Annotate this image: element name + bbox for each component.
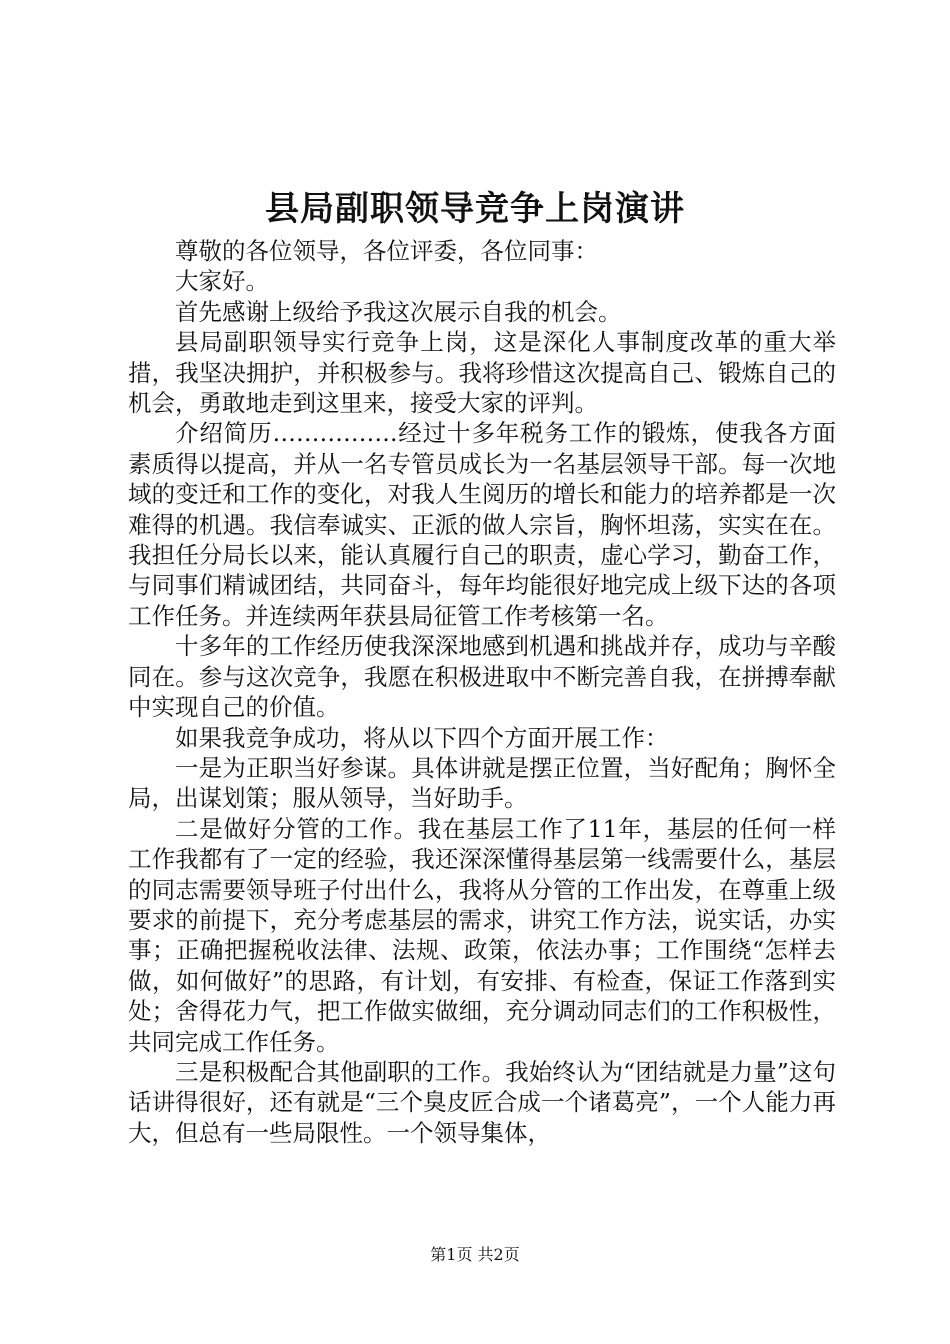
- paragraph-resume: 介绍简历…………….经过十多年税务工作的锻炼，使我各方面素质得以提高，并从一名专管员成长为一名基层领导干部。每一次地域的变迁和工作的变化，对我人生阅历的增长和能力的培养都是一次难得的机遇。我信奉诚实、正派的做人宗旨，胸怀坦荡，实实在在。我担任分局长以来，能认真履行自己的职责，虚心学习，勤奋工作，与同事们精诚团结，共同奋斗，每年均能很好地完成上级下达的各项工作任务。并连续两年获县局征管工作考核第一名。: [128, 419, 836, 630]
- page-footer: 第1页 共2页: [430, 1245, 520, 1264]
- paragraph-reform: 县局副职领导实行竞争上岗，这是深化人事制度改革的重大举措，我坚决拥护，并积极参与。我将珍惜这次提高自己、锻炼自己的机会，勇敢地走到这里来，接受大家的评判。: [128, 328, 836, 418]
- paragraph-plan-one: 一是为正职当好参谋。具体讲就是摆正位置，当好配角；胸怀全局，出谋划策；服从领导，当好助手。: [128, 753, 836, 813]
- paragraph-experience: 十多年的工作经历使我深深地感到机遇和挑战并存，成功与辛酸同在。参与这次竞争，我愿在积极进取中不断完善自我，在拼搏奉献中实现自己的价值。: [128, 632, 836, 722]
- paragraph-plan-three: 三是积极配合其他副职的工作。我始终认为“团结就是力量”这句话讲得很好，还有就是“三个臭皮匠合成一个诸葛亮”，一个人能力再大，但总有一些局限性。一个领导集体，: [128, 1057, 836, 1147]
- document-body: [128, 236, 836, 1148]
- paragraph-greeting: 大家好。: [175, 267, 269, 296]
- paragraph-thanks: 首先感谢上级给予我这次展示自我的机会。: [175, 297, 622, 326]
- document-title: 县局副职领导竞争上岗演讲: [265, 189, 685, 229]
- paragraph-plan-two: 二是做好分管的工作。我在基层工作了11年，基层的任何一样工作我都有了一定的经验，我还深深懂得基层第一线需要什么，基层的同志需要领导班子付出什么，我将从分管的工作出发，在尊重上级要求的前提下，充分考虑基层的需求，讲究工作方法，说实话，办实事；正确把握税收法律、法规、政策，依法办事；工作围绕“怎样去做，如何做好”的思路，有计划，有安排、有检查，保证工作落到实处；舍得花力气，把工作做实做细，充分调动同志们的工作积极性，共同完成工作任务。: [128, 814, 836, 1056]
- paragraph-salutation: 尊敬的各位领导，各位评委，各位同事：: [175, 237, 598, 265]
- paragraph-plan-intro: 如果我竞争成功，将从以下四个方面开展工作：: [175, 723, 669, 752]
